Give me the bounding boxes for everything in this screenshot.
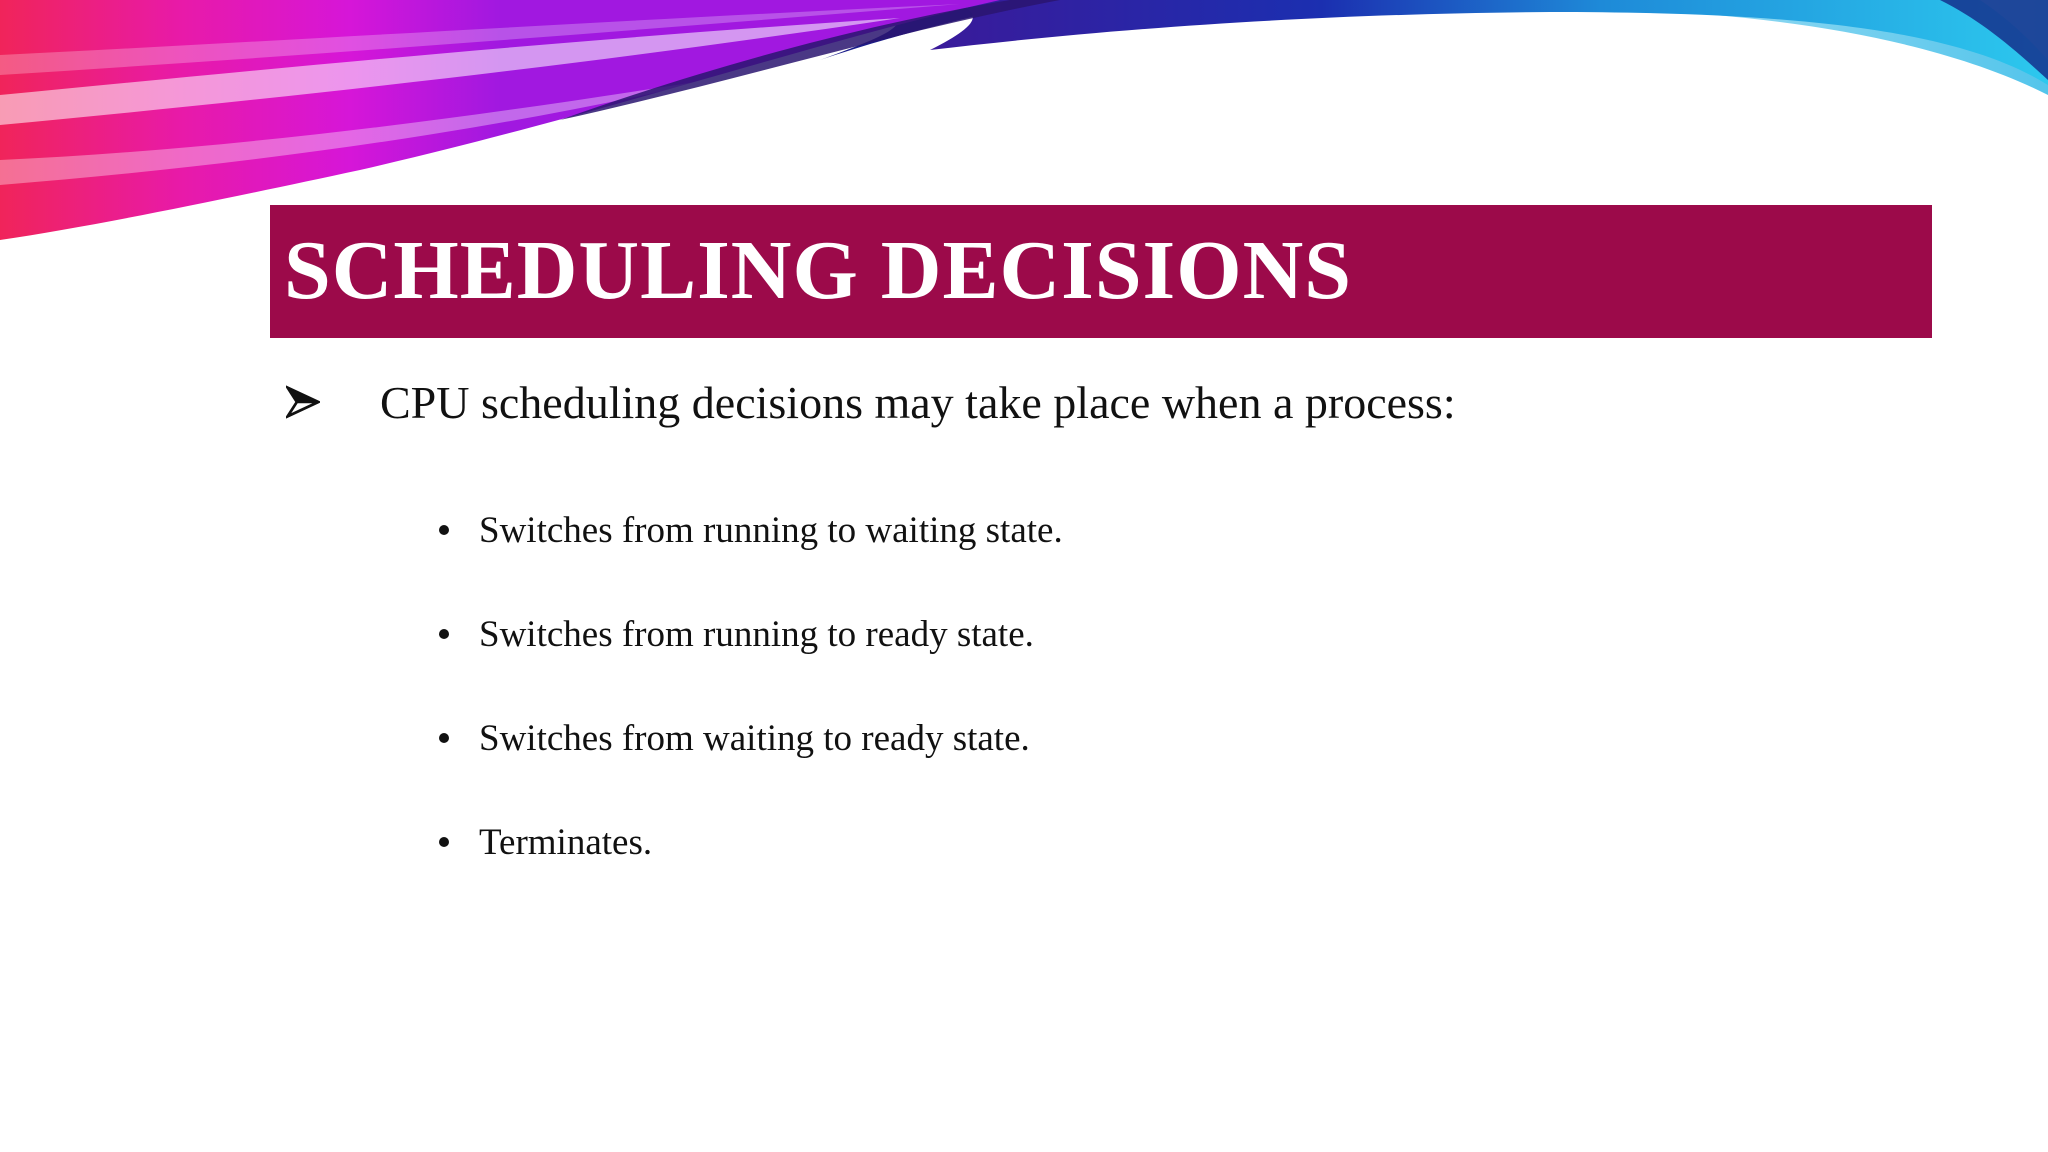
lead-bullet-text: CPU scheduling decisions may take place when a process: (380, 376, 1456, 428)
slide-title: SCHEDULING DECISIONS (284, 224, 1352, 317)
sub-bullet-text: Switches from waiting to ready state. (479, 717, 1030, 759)
round-bullet-icon (439, 629, 449, 639)
sub-bullet-item (434, 500, 1063, 560)
sub-bullet-list (434, 500, 1063, 916)
sub-bullet-item (434, 812, 1063, 872)
round-bullet-icon (439, 525, 449, 535)
round-bullet-icon (439, 837, 449, 847)
title-bar (270, 205, 1932, 338)
sub-bullet-item (434, 604, 1063, 664)
sub-bullet-text: Switches from running to waiting state. (479, 509, 1063, 551)
sub-bullet-text: Switches from running to ready state. (479, 613, 1034, 655)
lead-bullet (286, 372, 1456, 432)
sub-bullet-item (434, 708, 1063, 768)
round-bullet-icon (439, 733, 449, 743)
arrowhead-bullet-icon (286, 385, 320, 419)
sub-bullet-text: Terminates. (479, 821, 653, 863)
